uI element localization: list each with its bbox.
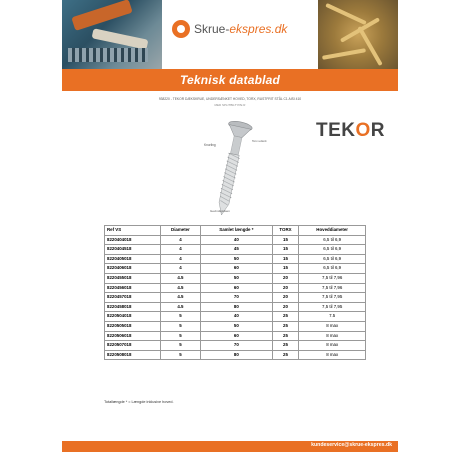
table-cell: 8220457018 xyxy=(105,293,161,303)
table-cell: 50 xyxy=(201,321,273,331)
table-row xyxy=(105,283,366,293)
logo-mark-icon xyxy=(172,20,190,38)
logo-text: Skrue-ekspres.dk xyxy=(194,22,288,36)
col-header-torx: TORX xyxy=(272,226,299,236)
table-cell: 8220455018 xyxy=(105,273,161,283)
label-knurling: Knurling xyxy=(204,143,216,147)
table-cell: 8 max xyxy=(299,341,366,351)
table-cell: 60 xyxy=(201,331,273,341)
table-cell: 25 xyxy=(272,350,299,360)
table-cell: 8220405018 xyxy=(105,254,161,264)
table-row xyxy=(105,350,366,360)
table-cell: 8220507018 xyxy=(105,341,161,351)
table-header-row xyxy=(105,226,366,236)
table-cell: 6,5 til 6,9 xyxy=(299,254,366,264)
col-header-head-diameter: Hoveddiameter xyxy=(299,226,366,236)
product-table xyxy=(104,225,366,360)
table-cell: 4 xyxy=(160,264,200,274)
table-cell: 4.5 xyxy=(160,293,200,303)
table-cell: 15 xyxy=(272,235,299,245)
table-cell: 20 xyxy=(272,293,299,303)
screw-image xyxy=(176,116,286,224)
table-cell: 60 xyxy=(201,264,273,274)
table-row xyxy=(105,245,366,255)
table-row xyxy=(105,331,366,341)
table-cell: 6,5 til 6,9 xyxy=(299,264,366,274)
table-cell: 20 xyxy=(272,283,299,293)
table-cell: 20 xyxy=(272,273,299,283)
table-cell: 25 xyxy=(272,331,299,341)
table-cell: 5 xyxy=(160,341,200,351)
label-torx: Torx udsnit xyxy=(252,139,267,143)
table-cell: 8220458018 xyxy=(105,302,161,312)
table-cell: 70 xyxy=(201,293,273,303)
table-cell: 6,5 til 6,9 xyxy=(299,245,366,255)
table-cell: 7,5 til 7,96 xyxy=(299,273,366,283)
table-cell: 45 xyxy=(201,245,273,255)
table-cell: 8220508018 xyxy=(105,350,161,360)
page-title: Teknisk datablad xyxy=(179,73,281,87)
table-cell: 80 xyxy=(201,350,273,360)
table-cell: 5 xyxy=(160,331,200,341)
footer-band xyxy=(62,441,398,452)
table-cell: 50 xyxy=(201,273,273,283)
table-cell: 70 xyxy=(201,341,273,351)
table-cell: 40 xyxy=(201,312,273,322)
table-cell: 4 xyxy=(160,254,200,264)
table-row xyxy=(105,321,366,331)
table-cell: 5 xyxy=(160,312,200,322)
table-row xyxy=(105,341,366,351)
header-photo-tools xyxy=(62,0,162,69)
table-cell: 4.5 xyxy=(160,283,200,293)
table-row xyxy=(105,273,366,283)
table-cell: 25 xyxy=(272,321,299,331)
table-row xyxy=(105,235,366,245)
table-cell: 4.5 xyxy=(160,302,200,312)
table-cell: 8220404518 xyxy=(105,245,161,255)
table-cell: 40 xyxy=(201,235,273,245)
table-cell: 8 max xyxy=(299,321,366,331)
brand-logo: TEKOR xyxy=(316,120,386,141)
header-photo-screws xyxy=(318,0,398,69)
table-cell: 7.5 xyxy=(299,312,366,322)
table-row xyxy=(105,302,366,312)
table-cell: 4.5 xyxy=(160,273,200,283)
table-cell: 8220505018 xyxy=(105,321,161,331)
label-tip: Gevindspidsen xyxy=(210,209,230,213)
table-cell: 15 xyxy=(272,254,299,264)
table-cell: 7,5 til 7,96 xyxy=(299,283,366,293)
table-cell: 15 xyxy=(272,264,299,274)
tool-shape xyxy=(92,28,149,49)
table-cell: 8220406018 xyxy=(105,264,161,274)
title-banner xyxy=(62,69,398,91)
tool-shape xyxy=(71,0,132,31)
table-cell: 4 xyxy=(160,235,200,245)
table-cell: 8220456018 xyxy=(105,283,161,293)
table-cell: 7,5 til 7,95 xyxy=(299,302,366,312)
table-footnote: Totallængde * = Længde inklusive hoved. xyxy=(104,400,174,404)
table-row xyxy=(105,293,366,303)
table-cell: 20 xyxy=(272,302,299,312)
table-cell: 50 xyxy=(201,254,273,264)
product-subtitle: MED SPLITBILTYPE R xyxy=(214,103,246,107)
table-cell: 8220404018 xyxy=(105,235,161,245)
table-cell: 5 xyxy=(160,321,200,331)
col-header-diameter: Diameter xyxy=(160,226,200,236)
table-cell: 6,5 til 6,9 xyxy=(299,235,366,245)
table-row xyxy=(105,312,366,322)
table-cell: 8220504018 xyxy=(105,312,161,322)
table-cell: 5 xyxy=(160,350,200,360)
table-row xyxy=(105,264,366,274)
footer-email-link[interactable]: kundeservice@skrue-ekspres.dk xyxy=(311,442,392,448)
col-header-length: Samlet længde * xyxy=(201,226,273,236)
table-cell: 8 max xyxy=(299,350,366,360)
table-cell: 80 xyxy=(201,302,273,312)
table-cell: 25 xyxy=(272,341,299,351)
table-cell: 7,5 til 7,95 xyxy=(299,293,366,303)
table-cell: 8220506018 xyxy=(105,331,161,341)
site-logo[interactable] xyxy=(172,20,287,38)
table-cell: 8 max xyxy=(299,331,366,341)
table-cell: 60 xyxy=(201,283,273,293)
bit-set-shape xyxy=(68,48,148,62)
product-title: 938220 - TEKOR DÆKSKRUE, UNDERSÆNKET HOVED, TORX, RUSTFRIT STÅL C1 AISI 410 xyxy=(158,97,302,101)
table-cell: 25 xyxy=(272,312,299,322)
table-cell: 15 xyxy=(272,245,299,255)
table-row xyxy=(105,254,366,264)
col-header-ref: Ref VS xyxy=(105,226,161,236)
table-cell: 4 xyxy=(160,245,200,255)
